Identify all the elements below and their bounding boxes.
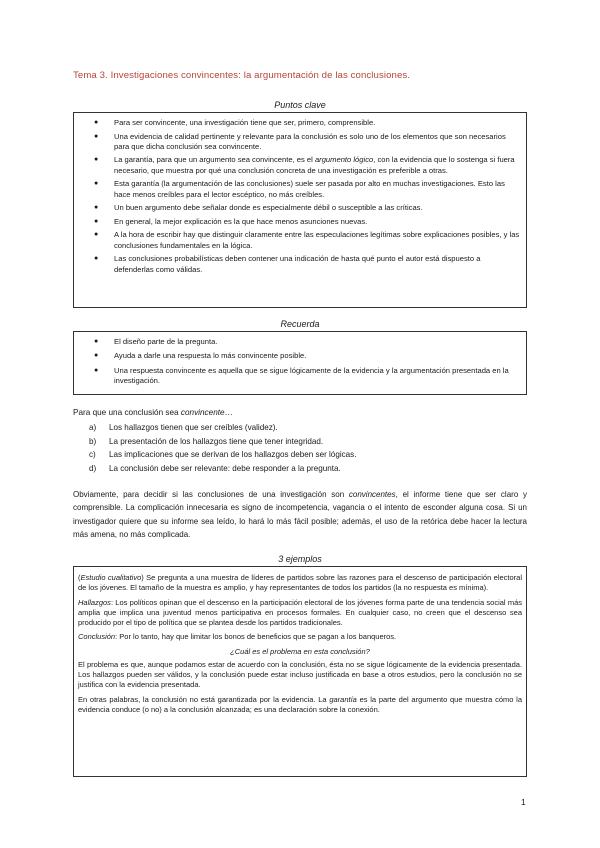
bullet-dot-icon: ●: [94, 366, 99, 374]
bullet-dot-icon: ●: [94, 352, 99, 360]
item-text: Un buen argumento debe señalar donde es especialmente débil o susceptible a las críticas.: [114, 203, 423, 213]
puntos-clave-box: [73, 112, 527, 308]
bullet-dot-icon: ●: [94, 132, 99, 140]
list-item: b) La presentación de los hallazgos tiene que tener integridad.: [89, 436, 324, 446]
item-text: Una evidencia de calidad pertinente y relevante para la conclusión es solo uno de los elementos que son necesarios para que dicha conclusión sea convincente.: [114, 131, 506, 151]
item-text: Ayuda a darle una respuesta lo más convincente posible.: [114, 351, 307, 361]
item-text: A la hora de escribir hay que distinguir claramente entre las especulaciones legítimas sobre explicaciones posibles, y las conclusiones fundamentales en la lógica.: [114, 230, 520, 250]
list-item: [94, 351, 520, 361]
item-text: La garantía, para que un argumento sea convincente, es el: [114, 155, 315, 165]
list-item: [94, 254, 520, 275]
bullet-dot-icon: ●: [94, 156, 99, 164]
list-item: [94, 203, 520, 213]
example-question: ¿Cuál es el problema en esta conclusión?: [230, 646, 370, 656]
conditions-list: [89, 421, 356, 475]
list-item: [94, 217, 520, 227]
item-text: Esta garantía (la argumentación de las conclusiones) suele ser pasada por alto en muchas investigaciones. Esto las hace menos creíbles para el lector escéptico, no más creíbles.: [114, 179, 505, 199]
body-paragraph: Obviamente, para decidir si las conclusiones de una investigación son convincentes, el informe tiene que ser claro y comprensible. La complicación innecesaria es signo de incompetencia, vagancia o el intento de esconder alguna cosa. Si un investigador quiere que su informe sea leído, lo hará lo más fácil posible; además, el uso de la retórica debe hacer la lectura más amena, no más complicada.: [73, 490, 527, 540]
bullet-dot-icon: ●: [94, 119, 99, 126]
list-item: [94, 230, 520, 251]
page-title: Tema 3. Investigaciones convincentes: la argumentación de las conclusiones.: [73, 70, 411, 81]
recuerda-box: [73, 331, 527, 395]
list-item: d) La conclusión debe ser relevante: debe responder a la pregunta.: [89, 463, 341, 473]
example-warrant: En otras palabras, la conclusión no está garantizada por la evidencia. La garantía es la parte del argumento que muestra cómo la evidencia conduce (o no) a la conclusión alcanzada; es una declaración sobre la conexión.: [78, 694, 522, 714]
item-emphasis: argumento lógico: [314, 155, 374, 165]
item-text: , con la evidencia que lo sostenga si fuera necesario, que muestra por qué una conclusión concreta de una investigación es preferible a otras.: [114, 155, 515, 175]
bullet-dot-icon: ●: [94, 217, 99, 225]
bullet-dot-icon: ●: [94, 255, 99, 263]
ejemplos-box: [73, 566, 527, 777]
ejemplos-heading: 3 ejemplos: [278, 554, 322, 564]
item-text: Las conclusiones probabilísticas deben contener una indicación de hasta qué punto el autor está dispuesto a defenderlas como válidas.: [114, 254, 481, 274]
bullet-dot-icon: ●: [94, 204, 99, 212]
page-number: 1: [521, 797, 526, 807]
example-findings: Hallazgos: Los políticos opinan que el descenso en la participación electoral de los jóvenes forma parte de una tendencia social más amplia que implica una juventud menos participativa en procesos formales. En cualquier caso, no creen que el descenso sea producido por el tipo de política que se plantea desde los partidos tradicionales.: [78, 597, 522, 627]
recuerda-heading: Recuerda: [280, 319, 320, 329]
list-item: [94, 155, 520, 176]
list-item: [94, 337, 520, 347]
item-text: El diseño parte de la pregunta.: [114, 337, 218, 346]
example-study: (Estudio cualitativo) Se pregunta a una muestra de líderes de partidos sobre las razones para el descenso de participación electoral de los jóvenes. El tamaño de la muestra es amplio, y hay representantes de todos los partidos (la no respuesta es mínima).: [78, 573, 522, 593]
bullet-dot-icon: ●: [94, 338, 99, 345]
bullet-dot-icon: ●: [94, 231, 99, 239]
example-answer: El problema es que, aunque podamos estar de acuerdo con la conclusión, ésta no se sigue lógicamente de la evidencia presentada. Los hallazgos pueden ser válidos, y la conclusión puede estar incluso justificada en base a otros estudios, pero la conclusión no se justifica con la evidencia presentada.: [78, 659, 522, 690]
list-item: [94, 118, 520, 128]
list-item: [94, 366, 520, 387]
list-item: [94, 132, 520, 153]
item-text: En general, la mejor explicación es la que hace menos asunciones nuevas.: [114, 216, 368, 226]
list-item: [94, 179, 520, 200]
intro-emphasis: convincente: [180, 408, 225, 417]
item-text: Una respuesta convincente es aquella que se sigue lógicamente de la evidencia y la argumentación presentada en la investigación.: [114, 365, 509, 386]
bullet-dot-icon: ●: [94, 180, 99, 188]
list-item: c) Las implicaciones que se derivan de los hallazgos deben ser lógicas.: [89, 450, 357, 460]
intro-sentence: Para que una conclusión sea convincente…: [73, 408, 233, 417]
item-text: Para ser convincente, una investigación tiene que ser, primero, comprensible.: [114, 118, 376, 127]
example-conclusion: Conclusión: Por lo tanto, hay que limitar los bonos de beneficios que se pagan a los banqueros.: [78, 632, 397, 642]
puntos-clave-heading: Puntos clave: [274, 100, 326, 110]
list-item: a) Los hallazgos tienen que ser creíbles (validez).: [89, 423, 278, 432]
